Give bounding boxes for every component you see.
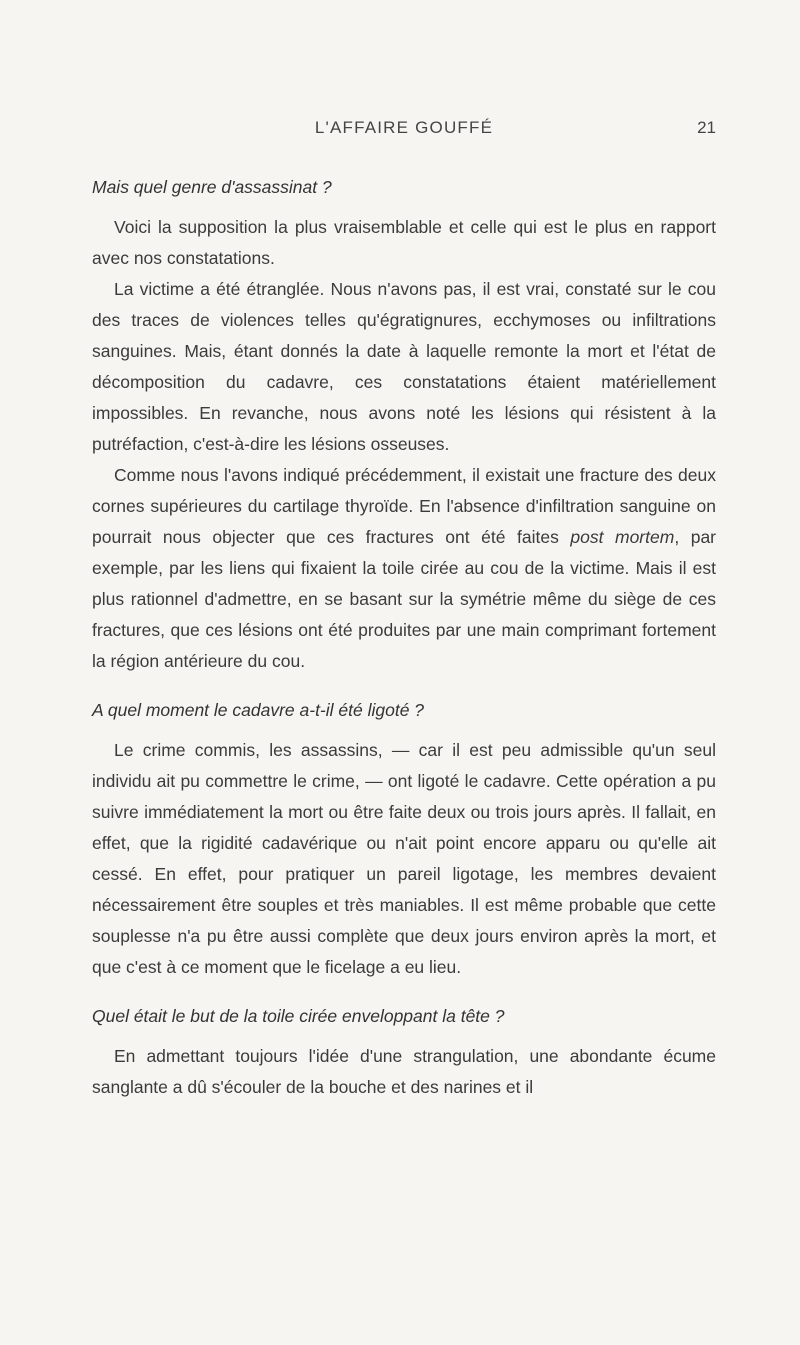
paragraph-fracture-start: Comme nous l'avons indiqué précédemment, il existait une fracture des deux cornes supérieures du cartilage thyroïde. En l'absence d'infiltration sanguine on pourrait nous objecter que ces fractures ont été faites (92, 465, 716, 547)
post-mortem-term: post mortem (570, 527, 675, 547)
paragraph-ligotage: Le crime commis, les assassins, — car il est peu admissible qu'un seul individu ait pu commettre le crime, — ont ligoté le cadavre. Cette opération a pu suivre immédiatement la mort ou être faite deux ou trois jours après. Il fallait, en effet, que la rigidité cadavérique ou n'ait point encore apparu ou qu'elle ait cessé. En effet, pour pratiquer un pareil ligotage, les membres devaient nécessairement être souples et très maniables. Il est même probable que cette souplesse n'a pu être aussi complète que deux jours environ après la mort, et que c'est à ce moment que le ficelage a eu lieu. (92, 740, 716, 977)
paragraph-ecume: En admettant toujours l'idée d'une strangulation, une abondante écume sanglante a dû s'écouler de la bouche et des narines et il (92, 1046, 716, 1097)
paragraph-supposition: Voici la supposition la plus vraisemblable et celle qui est le plus en rapport avec nos constatations. (92, 217, 716, 268)
running-title: L'AFFAIRE GOUFFÉ (314, 118, 494, 137)
text-block (92, 172, 716, 1103)
section-heading-toile-ciree: Quel était le but de la toile cirée enveloppant la tête ? (92, 1006, 505, 1026)
paragraph-fracture-end: , par exemple, par les liens qui fixaient la toile cirée au cou de la victime. Mais il est plus rationnel d'admettre, en se basant sur la symétrie même du siège de ces fractures, que ces lésions ont été produites par une main comprimant fortement la région antérieure du cou. (92, 527, 717, 671)
section-heading-ligotage: A quel moment le cadavre a-t-il été ligoté ? (92, 700, 425, 720)
page-number: 21 (697, 118, 716, 137)
paragraph-strangulation: La victime a été étranglée. Nous n'avons pas, il est vrai, constaté sur le cou des traces de violences telles qu'égratignures, ecchymoses ou infiltrations sanguines. Mais, étant donnés la date à laquelle remonte la mort et l'état de décomposition du cadavre, ces constatations étaient matériellement impossibles. En revanche, nous avons noté les lésions qui résistent à la putréfaction, c'est-à-dire les lésions osseuses. (92, 279, 716, 454)
running-head (92, 118, 716, 142)
paragraph-fracture (92, 460, 716, 677)
section-heading-assassinat: Mais quel genre d'assassinat ? (92, 177, 332, 197)
